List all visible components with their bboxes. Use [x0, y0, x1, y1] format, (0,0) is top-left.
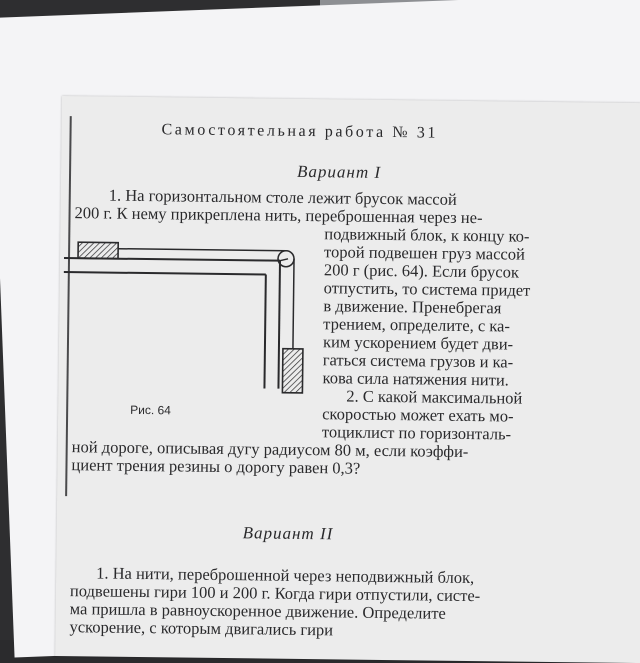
text-line: подвижный блок, к концу ко-	[324, 224, 530, 246]
text-line: подвешены гири 100 и 200 г. Когда гири отпустили, систе-	[69, 581, 481, 606]
text-line: торой подвешен груз массой	[324, 242, 525, 264]
table-leg-inner	[264, 275, 265, 389]
text-line: скоростью может ехать мо-	[322, 404, 514, 426]
text-line: 2. С какой максимальной	[346, 386, 523, 408]
string-vertical	[293, 259, 294, 349]
pulley-mount	[280, 259, 288, 261]
text-line: циент трения резины о дорогу равен 0,3?	[71, 455, 361, 478]
text-line: ускорение, с которым двигались гири	[69, 617, 334, 640]
figure-64-diagram	[58, 236, 310, 399]
string-horizontal	[118, 249, 286, 251]
text-line: 1. На нити, переброшенной через неподвижный блок,	[96, 563, 475, 588]
text-line: ким ускорением будет дви-	[322, 332, 514, 354]
text-line: 200 г (рис. 64). Если брусок	[323, 260, 520, 282]
text-line: 200 г. К нему прикреплена нить, переброшенная через не-	[74, 203, 483, 228]
hanging-weight	[282, 349, 303, 393]
text-line: тоциклист по горизонталь-	[321, 422, 512, 444]
text-line: трением, определите, с ка-	[323, 314, 511, 336]
table-underside	[64, 272, 266, 274]
text-line: гаться система грузов и ка-	[322, 350, 514, 372]
text-line: 1. На горизонтальном столе лежит брусок массой	[108, 185, 457, 209]
variant-2-heading: Вариант II	[242, 523, 334, 544]
figure-caption: Рис. 64	[130, 402, 171, 418]
table-leg-outer	[278, 261, 280, 389]
block-on-table	[78, 242, 118, 258]
text-line: отпустить, то система придет	[323, 278, 531, 300]
text-line: ной дороге, описывая дугу радиусом 80 м, если коэффи-	[71, 437, 469, 461]
variant-1-heading: Вариант I	[296, 161, 382, 182]
textbook-page	[55, 96, 640, 663]
text-line: кова сила натяжения нити.	[322, 368, 509, 390]
page-title: Самостоятельная работа № 31	[161, 121, 439, 142]
text-line: в движение. Пренебрегая	[323, 296, 502, 318]
text-line: ма пришла в равноускоренное движение. Определите	[69, 599, 446, 623]
